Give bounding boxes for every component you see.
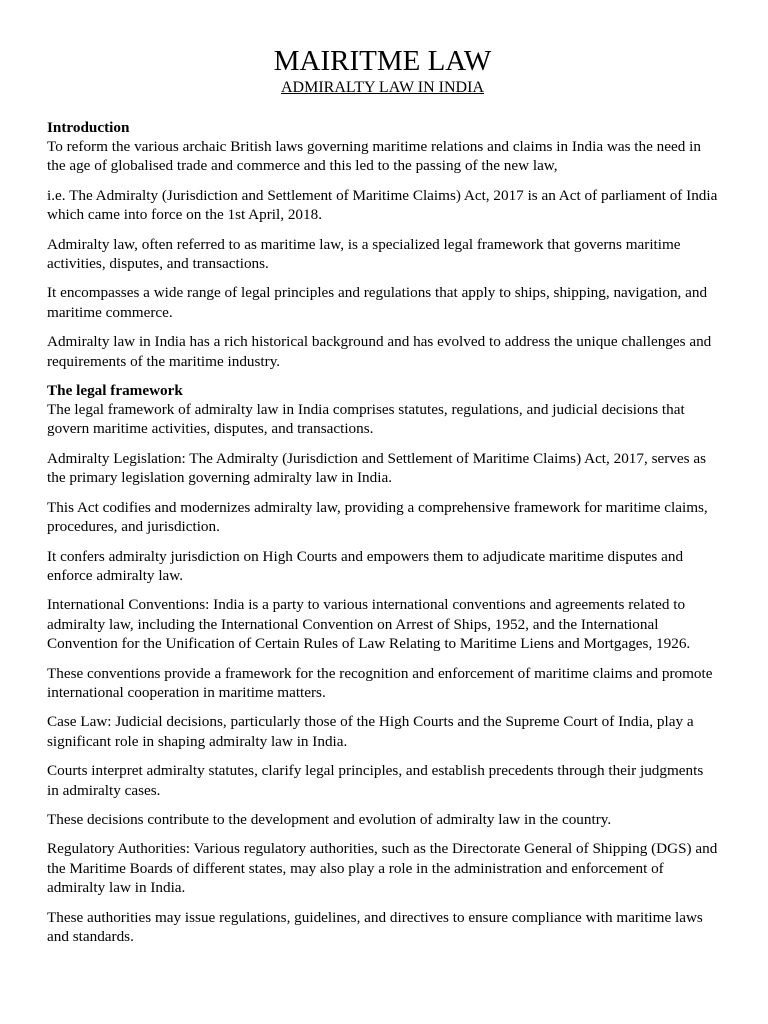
section-heading-introduction: Introduction: [47, 119, 130, 136]
paragraph: To reform the various archaic British laws governing maritime relations and claims in India was the need in the age of globalised trade and commerce and this led to the passing of the new law,: [47, 138, 701, 175]
section-legal-framework: [47, 381, 718, 946]
paragraph: Admiralty Legislation: The Admiralty (Jurisdiction and Settlement of Maritime Claims) Act, 2017, serves as the primary legislation governing admiralty law in India.: [47, 449, 706, 487]
paragraph: These authorities may issue regulations, guidelines, and directives to ensure compliance with maritime laws and standards.: [47, 908, 703, 945]
section-introduction: [47, 118, 718, 371]
paragraph: Regulatory Authorities: Various regulatory authorities, such as the Directorate General of Shipping (DGS) and the Maritime Boards of different states, may also play a role in the administration and enforcement of admiralty law in India.: [47, 840, 718, 897]
paragraph: This Act codifies and modernizes admiralty law, providing a comprehensive framework for maritime claims, procedures, and jurisdiction.: [47, 498, 708, 536]
paragraph: It encompasses a wide range of legal principles and regulations that apply to ships, shipping, navigation, and maritime commerce.: [47, 284, 708, 321]
paragraph: These decisions contribute to the development and evolution of admiralty law in the country.: [47, 810, 612, 828]
paragraph: The legal framework of admiralty law in India comprises statutes, regulations, and judicial decisions that govern maritime activities, disputes, and transactions.: [47, 401, 685, 438]
paragraph: These conventions provide a framework for the recognition and enforcement of maritime claims and promote international cooperation in maritime matters.: [47, 664, 713, 701]
paragraph: It confers admiralty jurisdiction on High Courts and empowers them to adjudicate maritime disputes and enforce admiralty law.: [47, 547, 684, 584]
paragraph: Admiralty law in India has a rich historical background and has evolved to address the unique challenges and requirements of the maritime industry.: [47, 333, 712, 370]
section-heading-legal-framework: The legal framework: [47, 382, 183, 400]
document-title: MAIRITME LAW: [273, 45, 492, 77]
paragraph: Case Law: Judicial decisions, particularly those of the High Courts and the Supreme Court of India, play a significant role in shaping admiralty law in India.: [47, 713, 694, 750]
paragraph: International Conventions: India is a party to various international conventions and agreements related to admiralty law, including the International Convention on Arrest of Ships, 1952, and the International Convention for the Unification of Certain Rules of Law Relating to Maritime Liens and Mortgages, 1926.: [47, 596, 691, 653]
paragraph: Courts interpret admiralty statutes, clarify legal principles, and establish precedents through their judgments in admiralty cases.: [47, 762, 704, 799]
document-subtitle: ADMIRALTY LAW IN INDIA: [281, 79, 484, 96]
paragraph: i.e. The Admiralty (Jurisdiction and Settlement of Maritime Claims) Act, 2017 is an Act of parliament of India which came into force on the 1st April, 2018.: [47, 186, 718, 224]
paragraph: Admiralty law, often referred to as maritime law, is a specialized legal framework that governs maritime activities, disputes, and transactions.: [47, 235, 681, 273]
